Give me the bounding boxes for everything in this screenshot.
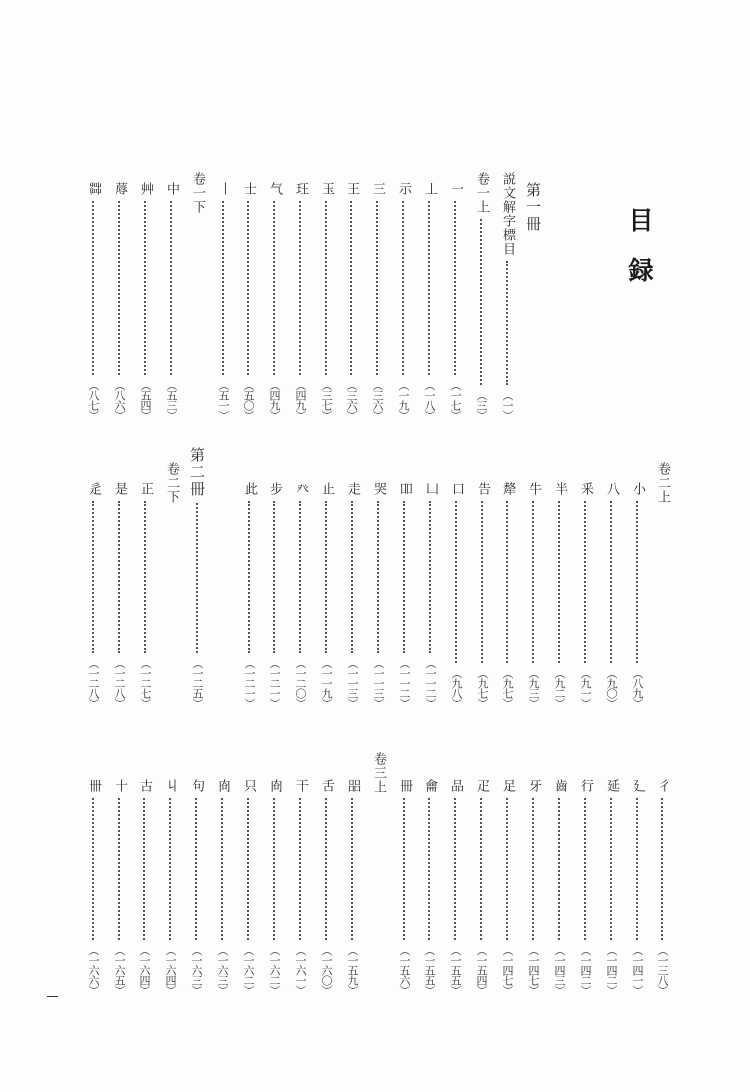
toc-entry <box>186 779 206 995</box>
page-number: （九七） <box>476 668 489 708</box>
toc-entry <box>627 779 647 995</box>
entry-label: 舌 <box>319 779 334 793</box>
dot-leader <box>92 501 94 653</box>
toc-entry <box>316 182 336 420</box>
page-number: （一一二） <box>424 658 437 708</box>
toc-entry <box>575 779 595 995</box>
entry-label: 此 <box>242 482 257 496</box>
entry-label: 一 <box>448 182 463 196</box>
toc-entry <box>368 482 388 708</box>
entry-label: 辵 <box>86 482 101 496</box>
entry-label: 是 <box>112 482 127 496</box>
entry-label: 哭 <box>371 482 386 496</box>
toc-entry <box>393 182 413 420</box>
toc-entry <box>109 182 129 420</box>
entry-label: 釆 <box>578 482 593 496</box>
dot-leader <box>351 798 353 940</box>
entry-label: 古 <box>137 779 152 793</box>
entry-label: 丄 <box>422 182 437 196</box>
page-number: （一一三） <box>346 658 359 708</box>
toc-entry <box>161 182 181 420</box>
toc-entry <box>264 182 284 420</box>
page-number: （一六六） <box>87 945 100 995</box>
page-number: （九二） <box>553 668 566 708</box>
toc-entry <box>316 482 336 708</box>
page-number: （一九） <box>397 380 410 420</box>
entry-label: 茻 <box>86 182 101 196</box>
toc-entry <box>341 182 361 420</box>
toc-entry <box>523 482 543 708</box>
dot-leader <box>144 501 146 653</box>
toc-entry <box>575 482 595 708</box>
dot-leader <box>429 501 431 653</box>
toc-entry <box>627 482 647 708</box>
dot-leader <box>532 501 534 663</box>
page-number: （一三八） <box>656 945 669 995</box>
entry-label: 疋 <box>474 779 489 793</box>
page-number: （五四） <box>139 380 152 420</box>
dot-leader <box>247 201 249 375</box>
page-number: （一六五） <box>113 945 126 995</box>
entry-label: 正 <box>138 482 153 496</box>
page-number: （一五四） <box>475 945 488 995</box>
dot-leader <box>350 201 352 375</box>
dot-leader <box>273 798 275 940</box>
title-char-lu: 録 <box>628 256 654 285</box>
dot-leader <box>144 201 146 375</box>
entry-label: 三 <box>370 182 385 196</box>
entry-label: 第二冊 <box>188 447 206 498</box>
toc-entry <box>652 779 672 995</box>
dot-leader <box>196 503 198 653</box>
page-number: （一四七） <box>501 945 514 995</box>
toc-entry <box>523 779 543 995</box>
page-number: （三六） <box>371 380 384 420</box>
page-number: （一二八） <box>113 658 126 708</box>
toc-entry <box>213 182 233 420</box>
dot-leader <box>92 201 94 375</box>
entry-label: 吅 <box>397 482 412 496</box>
page-number: （一六四） <box>138 945 151 995</box>
entry-label: 半 <box>552 482 567 496</box>
dot-leader <box>636 798 638 940</box>
entry-label: 玨 <box>293 182 308 196</box>
page-number: （一六〇） <box>320 945 333 995</box>
page-number: （一二一） <box>268 658 281 708</box>
dot-leader <box>273 501 275 653</box>
entry-label: 中 <box>164 182 179 196</box>
toc-entry <box>367 182 387 420</box>
dot-leader <box>506 501 508 663</box>
toc-entry <box>134 779 154 995</box>
entry-label: 廴 <box>630 779 645 793</box>
dot-leader <box>454 201 456 375</box>
toc-entry <box>239 482 259 708</box>
entry-label: 小 <box>630 482 645 496</box>
page-number: （一五五） <box>423 945 436 995</box>
entry-label: 步 <box>267 482 282 496</box>
dot-leader <box>454 798 456 940</box>
dot-leader <box>170 201 172 375</box>
entry-label: 气 <box>267 182 282 196</box>
dot-leader <box>118 201 120 375</box>
entry-label: 龠 <box>422 779 437 793</box>
dot-leader <box>558 798 560 940</box>
dot-leader <box>480 798 482 940</box>
page-number: （三七） <box>320 380 333 420</box>
dot-leader <box>428 201 430 375</box>
dot-leader <box>532 798 534 940</box>
entry-label: 説文解字標目 <box>500 172 515 256</box>
dot-leader <box>325 501 327 653</box>
toc-entry <box>83 182 103 420</box>
page-number: （八九） <box>631 668 644 708</box>
page-number: （一六二） <box>268 945 281 995</box>
page-number: （四九） <box>268 380 281 420</box>
dot-leader <box>299 501 301 653</box>
page-number: （一二八） <box>87 658 100 708</box>
toc-entry <box>549 482 569 708</box>
dot-leader <box>195 798 197 940</box>
toc-entry <box>109 779 129 995</box>
entry-label: 卷二下 <box>164 462 179 504</box>
title-char-mu: 目 <box>628 206 654 235</box>
dot-leader <box>661 798 663 940</box>
dot-leader <box>299 201 301 375</box>
toc-entry <box>316 779 336 995</box>
toc-heading <box>368 752 388 800</box>
page-number: （四九） <box>294 380 307 420</box>
entry-label: 癶 <box>293 482 308 496</box>
entry-label: 齒 <box>552 779 567 793</box>
page-number: （一二七） <box>139 658 152 708</box>
toc-heading <box>652 462 672 510</box>
toc-entry <box>394 482 414 708</box>
page-number: （一六四） <box>164 945 177 995</box>
page-number: （一四二） <box>579 945 592 995</box>
page-number: （一四七） <box>527 945 540 995</box>
page-number: （一六二） <box>242 945 255 995</box>
entry-label: 卷一上 <box>474 172 489 214</box>
entry-label: 彳 <box>655 779 670 793</box>
dot-leader <box>558 501 560 663</box>
page-number: （一五六） <box>398 945 411 995</box>
entry-label: 足 <box>500 779 515 793</box>
page-number: （一二一） <box>243 658 256 708</box>
page-number: （一四二） <box>605 945 618 995</box>
page-number: （一五五） <box>449 945 462 995</box>
dot-leader <box>222 201 224 375</box>
dot-leader <box>169 798 171 940</box>
entry-label: 冊 <box>397 779 412 793</box>
entry-label: 犛 <box>500 482 515 496</box>
entry-label: 卷二上 <box>655 462 670 504</box>
dot-leader <box>506 798 508 940</box>
dot-leader <box>584 798 586 940</box>
page-number: （一一二） <box>398 658 411 708</box>
toc-entry <box>212 779 232 995</box>
dot-leader <box>273 201 275 375</box>
entry-label: 口 <box>449 482 464 496</box>
page-number: （九八） <box>450 668 463 708</box>
toc-entry <box>83 779 103 995</box>
page-number: （三六） <box>345 380 358 420</box>
toc-entry <box>187 447 207 708</box>
entry-label: 句 <box>189 779 204 793</box>
dot-leader <box>221 798 223 940</box>
toc-entry <box>264 779 284 995</box>
dot-leader <box>636 501 638 663</box>
toc-entry <box>419 182 439 420</box>
dot-leader <box>402 201 404 375</box>
entry-label: 㗊 <box>345 779 360 793</box>
dot-leader <box>299 798 301 940</box>
page-number: （九一） <box>579 668 592 708</box>
toc-entry <box>290 182 310 420</box>
dot-leader <box>247 798 249 940</box>
page-number: （一六三） <box>216 945 229 995</box>
dot-leader <box>325 798 327 940</box>
entry-label: 延 <box>604 779 619 793</box>
entry-label: 只 <box>241 779 256 793</box>
entry-label: 丨 <box>216 182 231 196</box>
entry-label: 卷三上 <box>371 752 386 794</box>
entry-label: 㕯 <box>215 779 230 793</box>
toc-entry <box>497 779 517 995</box>
entry-label: 走 <box>345 482 360 496</box>
entry-label: 卷一下 <box>190 172 205 214</box>
toc-entry <box>238 779 258 995</box>
toc-entry <box>83 482 103 708</box>
page-number: （一四三） <box>553 945 566 995</box>
entry-label: 玉 <box>319 182 334 196</box>
page-number: （九三） <box>527 668 540 708</box>
entry-label: 行 <box>578 779 593 793</box>
dot-leader <box>377 501 379 653</box>
page-number: （一八） <box>423 380 436 420</box>
toc-entry <box>394 779 414 995</box>
dot-leader <box>610 798 612 940</box>
dot-leader <box>143 798 145 940</box>
toc-entry <box>264 482 284 708</box>
toc-entry <box>160 779 180 995</box>
toc-entry <box>471 172 491 420</box>
page-number: （一六一） <box>294 945 307 995</box>
entry-label: 丩 <box>163 779 178 793</box>
toc-heading <box>523 182 543 420</box>
toc-entry <box>445 182 465 420</box>
dot-leader <box>248 501 250 653</box>
toc-entry <box>419 779 439 995</box>
dot-leader <box>351 501 353 653</box>
dot-leader <box>584 501 586 663</box>
dot-leader <box>455 501 457 663</box>
toc-entry <box>601 779 621 995</box>
toc-entry <box>238 182 258 420</box>
page-number: （五〇） <box>242 380 255 420</box>
page-number: （一五九） <box>346 945 359 995</box>
entry-label: 八 <box>604 482 619 496</box>
toc-entry <box>342 482 362 708</box>
toc-entry <box>290 482 310 708</box>
dot-leader <box>480 219 482 385</box>
page-number: （一） <box>501 390 514 420</box>
entry-label: 止 <box>319 482 334 496</box>
entry-label: 示 <box>396 182 411 196</box>
entry-label: 牙 <box>526 779 541 793</box>
entry-label: 干 <box>293 779 308 793</box>
toc-entry <box>497 482 517 708</box>
entry-label: 凵 <box>423 482 438 496</box>
page-number: （八六） <box>113 380 126 420</box>
page-number: （三） <box>475 390 488 420</box>
toc-entry <box>420 482 440 708</box>
entry-label: 告 <box>475 482 490 496</box>
dot-leader <box>610 501 612 663</box>
toc-heading <box>187 172 207 222</box>
page-number: （一六三） <box>190 945 203 995</box>
entry-label: 十 <box>112 779 127 793</box>
dot-leader <box>118 501 120 653</box>
page-number: （一二五） <box>191 658 204 708</box>
entry-label: 士 <box>241 182 256 196</box>
page-number: （一四一） <box>631 945 644 995</box>
dot-leader <box>506 261 508 385</box>
toc-entry <box>135 482 155 708</box>
toc-entry <box>290 779 310 995</box>
binding-mark <box>47 996 58 997</box>
toc-entry <box>342 779 362 995</box>
dot-leader <box>481 501 483 663</box>
entry-label: 㕯 <box>267 779 282 793</box>
toc-entry <box>109 482 129 708</box>
page-number: （一七） <box>449 380 462 420</box>
entry-label: 品 <box>448 779 463 793</box>
entry-label: 王 <box>344 182 359 196</box>
page-number: （一一三） <box>372 658 385 708</box>
page-number: （一二〇） <box>294 658 307 708</box>
dot-leader <box>403 501 405 653</box>
toc-entry <box>497 172 517 420</box>
dot-leader <box>92 798 94 940</box>
toc-heading <box>161 462 181 510</box>
dot-leader <box>403 798 405 940</box>
toc-entry <box>549 779 569 995</box>
page-number: （五一） <box>217 380 230 420</box>
page-number: （九〇） <box>605 668 618 708</box>
entry-label: 第一冊 <box>524 182 542 233</box>
entry-label: 蓐 <box>112 182 127 196</box>
toc-entry <box>472 482 492 708</box>
toc-entry <box>445 779 465 995</box>
page-number: （一一九） <box>320 658 333 708</box>
toc-entry <box>135 182 155 420</box>
dot-leader <box>118 798 120 940</box>
toc-entry <box>471 779 491 995</box>
dot-leader <box>428 798 430 940</box>
toc-entry <box>601 482 621 708</box>
dot-leader <box>376 201 378 375</box>
page-number: （九七） <box>501 668 514 708</box>
page-number: （五三） <box>165 380 178 420</box>
entry-label: 牛 <box>526 482 541 496</box>
page-number: （八七） <box>87 380 100 420</box>
toc-entry <box>446 482 466 708</box>
entry-label: 卌 <box>86 779 101 793</box>
dot-leader <box>325 201 327 375</box>
entry-label: 艸 <box>138 182 153 196</box>
